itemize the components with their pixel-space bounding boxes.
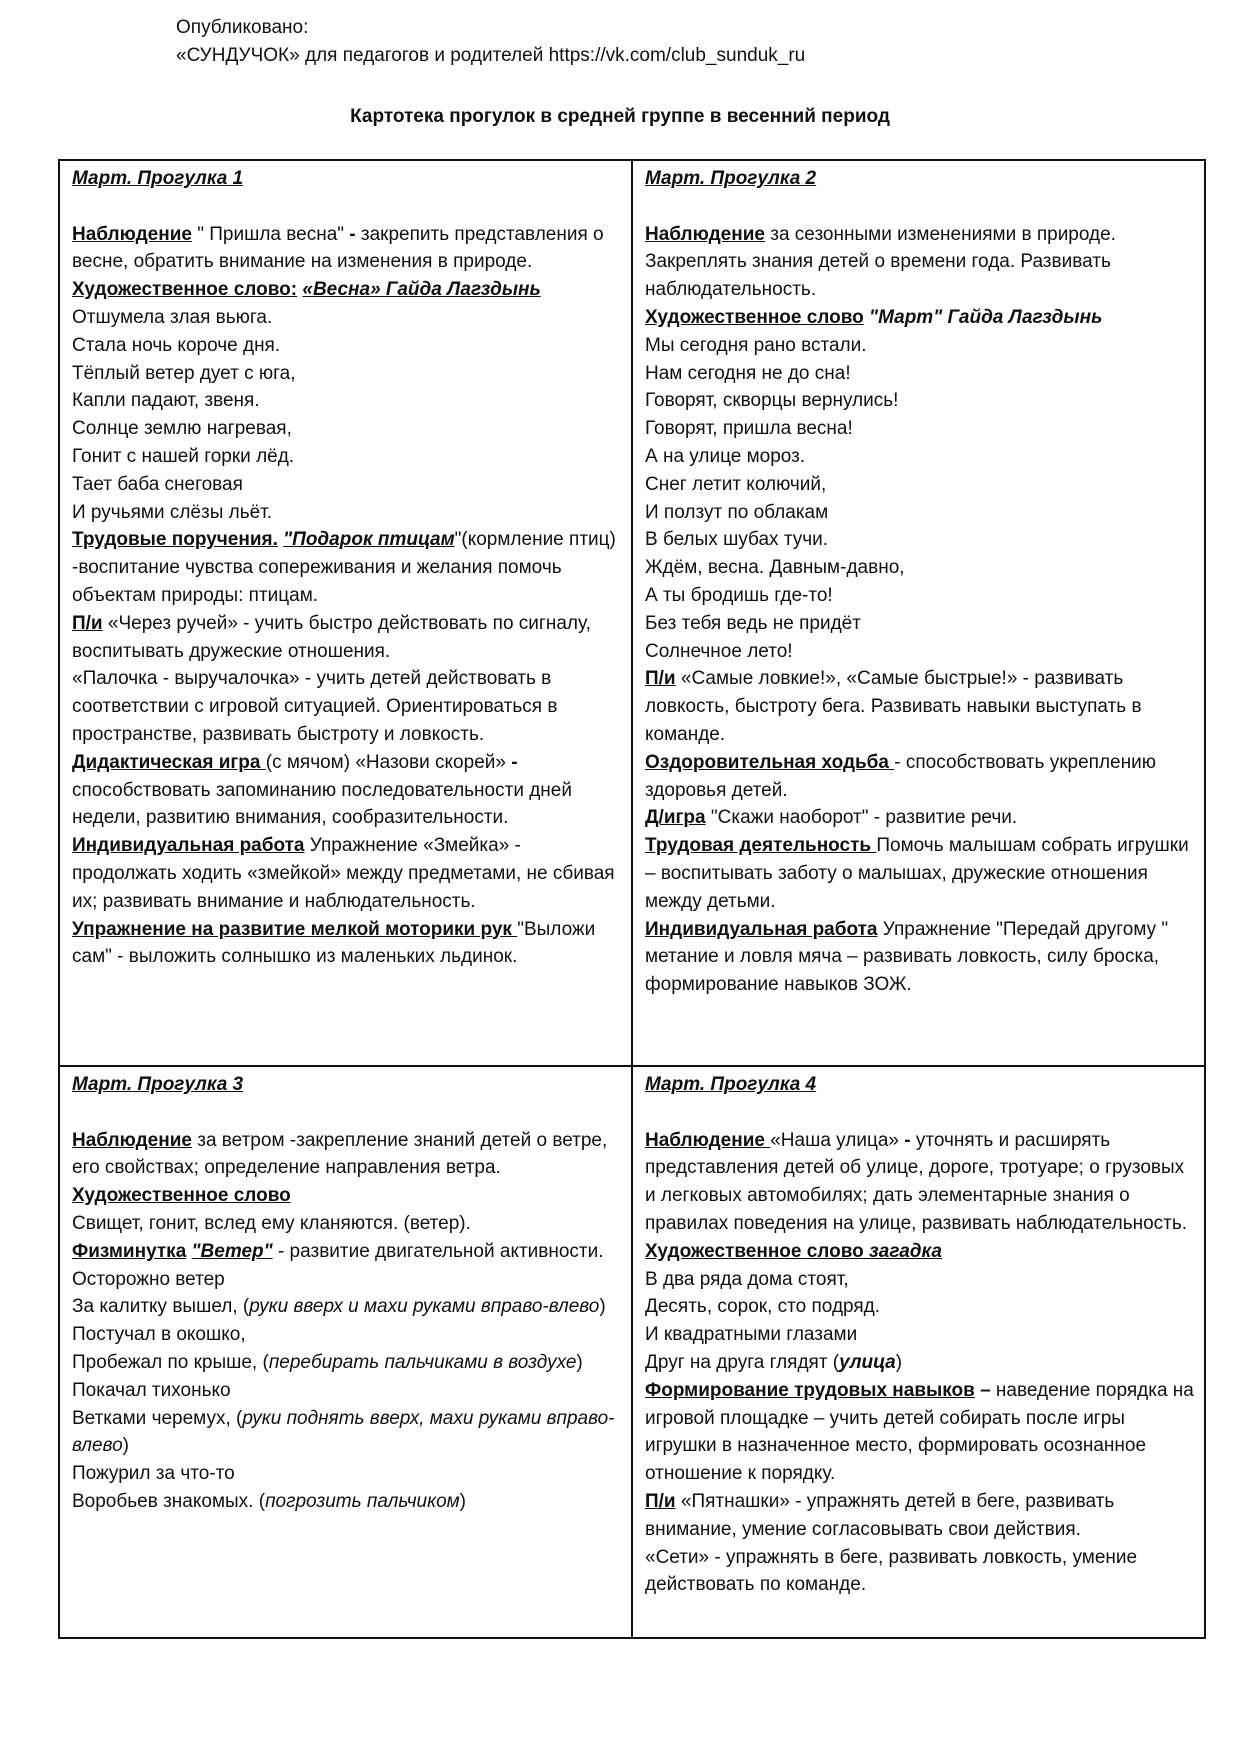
walks-table [58, 159, 1206, 1639]
walk-card-3 [59, 1066, 632, 1638]
walk-1-didactic: Дидактическая игра (с мячом) «Назови скорей» - способствовать запоминанию последовательности дней недели, развитию внимания, сообразительности. [72, 751, 572, 829]
poem-line: Снег летит колючий, [645, 473, 827, 495]
page-header [176, 14, 805, 70]
poem-line: А ты бродишь где-то! [645, 584, 833, 606]
walk-1-game: П/и «Через ручей» - учить быстро действовать по сигналу, воспитывать дружеские отношения. [72, 612, 591, 662]
published-label: Опубликовано: [176, 17, 309, 38]
riddle-line: И квадратными глазами [645, 1324, 858, 1346]
walk-1-labor: Трудовые поручения. "Подарок птицам"(кормление птиц) -воспитание чувства сопереживания и желания помочь объектам природы: птицам. [72, 529, 616, 606]
walk-2-labor: Трудовая деятельность Помочь малышам собрать игрушки – воспитывать заботу о малышах, дружеские отношения между детьми. [645, 835, 1189, 912]
walk-3-physminute: Физминутка "Ветер" - развитие двигательной активности. [72, 1240, 604, 1262]
riddle-line: Друг на друга глядят (улица) [645, 1351, 903, 1373]
riddle-line: Десять, сорок, сто подряд. [645, 1296, 881, 1318]
walk-2-observation: Наблюдение за сезонными изменениями в природе. Закреплять знания детей о времени года. Развивать наблюдательность. [645, 223, 1116, 301]
poem-line: И ручьями слёзы льёт. [72, 501, 273, 523]
walk-2-didactic: Д/игра "Скажи наоборот" - развитие речи. [645, 807, 1018, 829]
poem-line: Говорят, пришла весна! [645, 418, 853, 440]
poem-line: Солнце землю нагревая, [72, 418, 292, 440]
walk-card-2 [632, 160, 1205, 1066]
poem-line: Нам сегодня не до сна! [645, 362, 851, 384]
walk-1-heading: Март. Прогулка 1 [72, 168, 244, 189]
verse-line: Пожурил за что-то [72, 1463, 235, 1485]
walk-3-observation: Наблюдение за ветром -закрепление знаний детей о ветре, его свойствах; определение направления ветра. [72, 1129, 608, 1179]
walk-4-labor: Формирование трудовых навыков – наведение порядка на игровой площадке – учить детей собирать после игры игрушки в назначенное место, формировать осознанное отношение к порядку. [645, 1379, 1194, 1485]
verse-line: Пробежал по крыше, (перебирать пальчиками в воздухе) [72, 1351, 583, 1373]
poem-line: Тает баба снеговая [72, 473, 243, 495]
poem-line: Тёплый ветер дует с юга, [72, 362, 296, 384]
document-title: Картотека прогулок в средней группе в весенний период [350, 106, 890, 127]
walk-1-observation: Наблюдение " Пришла весна" - закрепить представления о весне, обратить внимание на изменения в природе. [72, 223, 604, 273]
poem-line: Мы сегодня рано встали. [645, 334, 867, 356]
walk-3-heading: Март. Прогулка 3 [72, 1074, 244, 1095]
walk-4-game: П/и «Пятнашки» - упражнять детей в беге, развивать внимание, умение согласовывать свои действия. [645, 1490, 1115, 1540]
poem-line: И ползут по облакам [645, 501, 829, 523]
poem-line: Солнечное лето! [645, 640, 793, 662]
source-line: «СУНДУЧОК» для педагогов и родителей https://vk.com/club_sunduk_ru [176, 45, 806, 66]
verse-line: За калитку вышел, (руки вверх и махи руками вправо-влево) [72, 1296, 606, 1318]
verse-line: Ветками черемух, (руки поднять вверх, махи руками вправо-влево) [72, 1407, 615, 1457]
walk-1-motor: Упражнение на развитие мелкой моторики рук "Выложи сам" - выложить солнышко из маленьких льдинок. [72, 918, 596, 968]
poem-line: Стала ночь короче дня. [72, 334, 281, 356]
riddle-line: В два ряда дома стоят, [645, 1268, 849, 1290]
walk-4-game-2: «Сети» - упражнять в беге, развивать ловкость, умение действовать по команде. [645, 1546, 1138, 1596]
walk-4-observation: Наблюдение «Наша улица» - уточнять и расширять представления детей об улице, дороге, тротуаре; о грузовых и легковых автомобилях; дать элементарные знания о правилах поведения на улице, развивать наблюдательность. [645, 1129, 1188, 1234]
walk-card-4 [632, 1066, 1205, 1638]
verse-line: Покачал тихонько [72, 1379, 231, 1401]
walk-2-health-walk: Оздоровительная ходьба - способствовать укреплению здоровья детей. [645, 751, 1156, 801]
verse-line: Воробьев знакомых. (погрозить пальчиком) [72, 1490, 466, 1512]
walk-4-heading: Март. Прогулка 4 [645, 1074, 817, 1095]
poem-line: В белых шубах тучи. [645, 529, 829, 551]
poem-line: Ждём, весна. Давным-давно, [645, 557, 905, 579]
walk-2-art-word: Художественное слово "Март" Гайда Лагздынь [645, 306, 1103, 328]
walk-1-art-word: Художественное слово: «Весна» Гайда Лагздынь [72, 279, 541, 301]
walk-2-heading: Март. Прогулка 2 [645, 168, 817, 189]
poem-line: А на улице мороз. [645, 445, 806, 467]
verse-line: Осторожно ветер [72, 1268, 225, 1290]
poem-line: Отшумела злая вьюга. [72, 306, 273, 328]
verse-line: Постучал в окошко, [72, 1324, 246, 1346]
poem-line: Гонит с нашей горки лёд. [72, 445, 295, 467]
walk-1-game-2: «Палочка - выручалочка» - учить детей действовать в соответствии с игровой ситуацией. Ориентироваться в пространстве, развивать быстроту и ловкость. [72, 668, 558, 745]
walk-1-individual: Индивидуальная работа Упражнение «Змейка» - продолжать ходить «змейкой» между предметами, не сбивая их; развивать внимание и наблюдательность. [72, 835, 615, 912]
walk-3-riddle: Свищет, гонит, вслед ему кланяются. (ветер). [72, 1212, 471, 1234]
walk-2-individual: Индивидуальная работа Упражнение "Передай другому " метание и ловля мяча – развивать ловкость, силу броска, формирование навыков ЗОЖ. [645, 918, 1169, 996]
poem-line: Говорят, скворцы вернулись! [645, 390, 899, 412]
walk-4-art-word: Художественное слово загадка [645, 1240, 942, 1262]
poem-line: Без тебя ведь не придёт [645, 612, 861, 634]
walk-3-art-word: Художественное слово [72, 1185, 291, 1207]
walk-card-1 [59, 160, 632, 1066]
poem-line: Капли падают, звеня. [72, 390, 260, 412]
walk-2-game: П/и «Самые ловкие!», «Самые быстрые!» - развивать ловкость, быстроту бега. Развивать навыки выступать в команде. [645, 668, 1142, 745]
